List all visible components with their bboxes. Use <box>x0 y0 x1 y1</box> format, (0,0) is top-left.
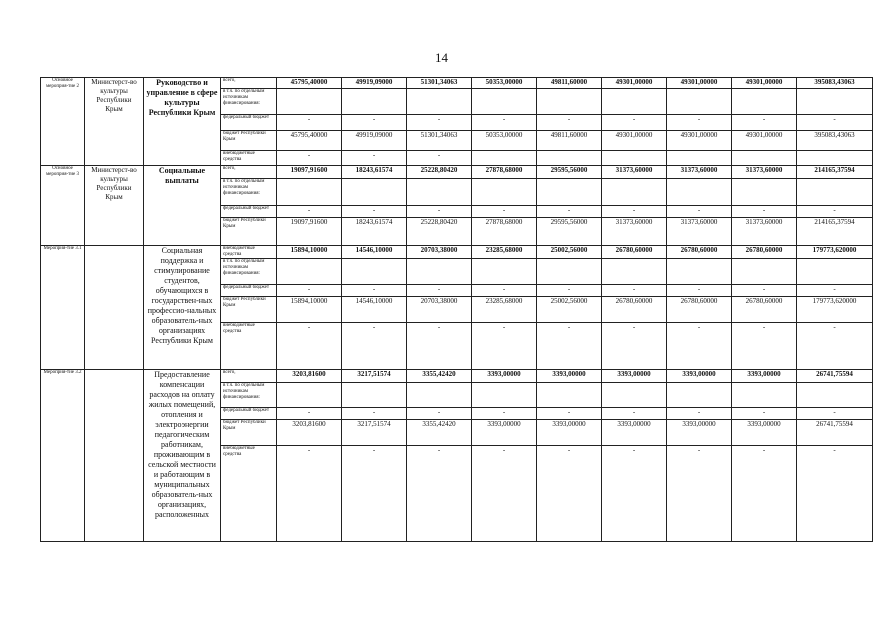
amount-cell <box>407 383 472 408</box>
amount-cell: 26780,60000 <box>667 297 732 323</box>
amount-cell: 3393,00000 <box>667 370 732 383</box>
amount-cell: 51301,34063 <box>407 131 472 151</box>
amount-cell: 179773,620000 <box>797 246 873 259</box>
amount-cell: 49919,09000 <box>342 131 407 151</box>
funding-source: в т.ч. по отдельным источникам финансирования: <box>221 179 277 206</box>
amount-cell <box>797 383 873 408</box>
amount-cell: - <box>537 408 602 420</box>
amount-cell: 18243,61574 <box>342 166 407 179</box>
executor <box>85 370 144 542</box>
amount-cell: - <box>732 285 797 297</box>
amount-cell: - <box>277 323 342 370</box>
amount-cell <box>667 259 732 285</box>
amount-cell: 29595,56000 <box>537 166 602 179</box>
amount-cell: - <box>342 206 407 218</box>
funding-source: в т.ч. по отдельным источникам финансирования: <box>221 259 277 285</box>
amount-cell: - <box>602 206 667 218</box>
amount-cell: 3217,51574 <box>342 420 407 446</box>
amount-cell <box>732 259 797 285</box>
measure-title: Предоставление компенсации расходов на оплату жилых помещений, отопления и электроэнергии педагогическим работникам, проживающим в сельской местности и работающим в муниципальных образователь-ных организациях, расположенных <box>144 370 221 542</box>
amount-cell <box>407 89 472 115</box>
amount-cell: - <box>342 285 407 297</box>
amount-cell: 18243,61574 <box>342 218 407 246</box>
amount-cell: 3203,81600 <box>277 420 342 446</box>
amount-cell <box>667 89 732 115</box>
amount-cell: - <box>732 323 797 370</box>
amount-cell: 27878,68000 <box>472 166 537 179</box>
amount-cell: 51301,34063 <box>407 78 472 89</box>
amount-cell <box>342 383 407 408</box>
amount-cell: - <box>407 151 472 166</box>
amount-cell: 50353,00000 <box>472 131 537 151</box>
amount-cell: 26741,75594 <box>797 370 873 383</box>
amount-cell <box>537 383 602 408</box>
amount-cell <box>667 151 732 166</box>
funding-source: всего, <box>221 370 277 383</box>
amount-cell: - <box>277 408 342 420</box>
amount-cell <box>732 383 797 408</box>
measure-code: Мероприя-тие 3.1 <box>41 246 85 370</box>
amount-cell: - <box>407 285 472 297</box>
amount-cell <box>342 259 407 285</box>
amount-cell: - <box>342 446 407 542</box>
amount-cell: 15894,10000 <box>277 246 342 259</box>
amount-cell: 29595,56000 <box>537 218 602 246</box>
funding-source: бюджет Республики Крым <box>221 131 277 151</box>
amount-cell: 49811,60000 <box>537 131 602 151</box>
amount-cell: 26780,60000 <box>667 246 732 259</box>
amount-cell: - <box>277 151 342 166</box>
amount-cell <box>472 89 537 115</box>
amount-cell <box>277 383 342 408</box>
amount-cell: - <box>277 446 342 542</box>
amount-cell: 15894,10000 <box>277 297 342 323</box>
amount-cell: - <box>342 115 407 131</box>
amount-cell <box>667 179 732 206</box>
measure-title: Руководство и управление в сфере культуры Республики Крым <box>144 78 221 166</box>
amount-cell: 49301,00000 <box>667 131 732 151</box>
amount-cell: - <box>797 446 873 542</box>
funding-source: бюджет Республики Крым <box>221 420 277 446</box>
amount-cell: 19097,91600 <box>277 218 342 246</box>
amount-cell: 31373,60000 <box>602 218 667 246</box>
amount-cell <box>472 179 537 206</box>
amount-cell: - <box>407 408 472 420</box>
amount-cell: - <box>602 446 667 542</box>
amount-cell: 3355,42420 <box>407 420 472 446</box>
budget-table <box>40 77 873 542</box>
amount-cell: - <box>537 323 602 370</box>
table-row <box>41 166 873 179</box>
amount-cell: 49919,09000 <box>342 78 407 89</box>
amount-cell: 214165,37594 <box>797 166 873 179</box>
amount-cell: 3217,51574 <box>342 370 407 383</box>
amount-cell: - <box>472 323 537 370</box>
amount-cell: 3393,00000 <box>472 370 537 383</box>
amount-cell: - <box>667 206 732 218</box>
amount-cell <box>602 383 667 408</box>
amount-cell: - <box>537 115 602 131</box>
amount-cell: - <box>602 323 667 370</box>
amount-cell: 49811,60000 <box>537 78 602 89</box>
amount-cell: 14546,10000 <box>342 246 407 259</box>
amount-cell: - <box>407 115 472 131</box>
amount-cell <box>342 89 407 115</box>
amount-cell: - <box>667 446 732 542</box>
funding-source: в т.ч. по отдельным источникам финансирования: <box>221 89 277 115</box>
amount-cell <box>732 151 797 166</box>
amount-cell: 23285,68000 <box>472 297 537 323</box>
amount-cell <box>732 179 797 206</box>
amount-cell: - <box>342 151 407 166</box>
amount-cell: - <box>537 206 602 218</box>
amount-cell <box>277 179 342 206</box>
funding-source: всего, <box>221 166 277 179</box>
amount-cell: 20703,38000 <box>407 297 472 323</box>
amount-cell: 26780,60000 <box>602 246 667 259</box>
amount-cell: - <box>797 206 873 218</box>
amount-cell <box>472 151 537 166</box>
amount-cell: 49301,00000 <box>732 78 797 89</box>
amount-cell: 49301,00000 <box>667 78 732 89</box>
funding-source: внебюджетные средства <box>221 323 277 370</box>
measure-code: Основное мероприя-тие 2 <box>41 78 85 166</box>
amount-cell: - <box>602 408 667 420</box>
amount-cell: 49301,00000 <box>602 131 667 151</box>
amount-cell <box>602 151 667 166</box>
amount-cell: 3393,00000 <box>732 420 797 446</box>
amount-cell: 25228,80420 <box>407 166 472 179</box>
amount-cell: - <box>277 285 342 297</box>
amount-cell: - <box>797 323 873 370</box>
amount-cell: 3393,00000 <box>667 420 732 446</box>
amount-cell: - <box>472 285 537 297</box>
amount-cell: - <box>537 285 602 297</box>
amount-cell: 31373,60000 <box>732 218 797 246</box>
amount-cell <box>537 151 602 166</box>
amount-cell: - <box>342 323 407 370</box>
amount-cell: - <box>472 446 537 542</box>
amount-cell: 19097,91600 <box>277 166 342 179</box>
amount-cell: 26780,60000 <box>732 297 797 323</box>
amount-cell <box>472 259 537 285</box>
amount-cell <box>342 179 407 206</box>
amount-cell: 25002,56000 <box>537 246 602 259</box>
amount-cell: 45795,40000 <box>277 78 342 89</box>
amount-cell: 27878,68000 <box>472 218 537 246</box>
amount-cell: - <box>797 115 873 131</box>
amount-cell: 25228,80420 <box>407 218 472 246</box>
amount-cell: - <box>667 285 732 297</box>
funding-source: в т.ч. по отдельным источникам финансирования: <box>221 383 277 408</box>
amount-cell: - <box>342 408 407 420</box>
amount-cell: 3393,00000 <box>602 420 667 446</box>
amount-cell: 14546,10000 <box>342 297 407 323</box>
amount-cell <box>277 259 342 285</box>
amount-cell: - <box>732 115 797 131</box>
funding-source: всего, <box>221 78 277 89</box>
measure-title: Социальные выплаты <box>144 166 221 246</box>
table-row <box>41 246 873 259</box>
amount-cell: 3393,00000 <box>472 420 537 446</box>
amount-cell: 25002,56000 <box>537 297 602 323</box>
amount-cell: 23285,68000 <box>472 246 537 259</box>
amount-cell: 31373,60000 <box>732 166 797 179</box>
page-number: 14 <box>435 50 448 65</box>
amount-cell <box>667 383 732 408</box>
amount-cell: 214165,37594 <box>797 218 873 246</box>
amount-cell: 3355,42420 <box>407 370 472 383</box>
amount-cell: - <box>277 115 342 131</box>
amount-cell: - <box>797 408 873 420</box>
amount-cell <box>797 89 873 115</box>
funding-source: бюджет Республики Крым <box>221 218 277 246</box>
amount-cell: 26780,60000 <box>732 246 797 259</box>
table-row <box>41 370 873 383</box>
amount-cell <box>797 151 873 166</box>
amount-cell: - <box>797 285 873 297</box>
amount-cell <box>602 89 667 115</box>
amount-cell <box>602 179 667 206</box>
amount-cell: 395083,43063 <box>797 131 873 151</box>
amount-cell <box>537 89 602 115</box>
amount-cell <box>797 259 873 285</box>
amount-cell: 3393,00000 <box>537 420 602 446</box>
executor <box>85 246 144 370</box>
amount-cell: - <box>407 323 472 370</box>
amount-cell: 3203,81600 <box>277 370 342 383</box>
amount-cell: - <box>472 115 537 131</box>
amount-cell: - <box>407 206 472 218</box>
amount-cell: - <box>667 323 732 370</box>
executor: Министерст-во культуры Республики Крым <box>85 166 144 246</box>
amount-cell: 395083,43063 <box>797 78 873 89</box>
amount-cell <box>407 179 472 206</box>
amount-cell: 20703,38000 <box>407 246 472 259</box>
amount-cell: - <box>472 408 537 420</box>
amount-cell: - <box>407 446 472 542</box>
measure-code: Основное мероприя-тие 3 <box>41 166 85 246</box>
executor: Министерст-во культуры Республики Крым <box>85 78 144 166</box>
amount-cell: 45795,40000 <box>277 131 342 151</box>
amount-cell: 3393,00000 <box>537 370 602 383</box>
amount-cell <box>407 259 472 285</box>
amount-cell: 3393,00000 <box>602 370 667 383</box>
amount-cell: 31373,60000 <box>667 218 732 246</box>
table-row <box>41 78 873 89</box>
amount-cell <box>472 383 537 408</box>
amount-cell: - <box>472 206 537 218</box>
funding-source: федеральный бюджет <box>221 206 277 218</box>
amount-cell: - <box>537 446 602 542</box>
measure-code: Мероприя-тие 3.2 <box>41 370 85 542</box>
amount-cell <box>797 179 873 206</box>
amount-cell: 50353,00000 <box>472 78 537 89</box>
funding-source: внебюджетные средства <box>221 446 277 542</box>
funding-source: федеральный бюджет <box>221 408 277 420</box>
amount-cell: - <box>602 115 667 131</box>
amount-cell <box>602 259 667 285</box>
amount-cell: 3393,00000 <box>732 370 797 383</box>
amount-cell: - <box>732 446 797 542</box>
amount-cell: - <box>667 115 732 131</box>
amount-cell: - <box>667 408 732 420</box>
amount-cell: 179773,620000 <box>797 297 873 323</box>
amount-cell: 49301,00000 <box>602 78 667 89</box>
measure-title: Социальная поддержка и стимулирование студентов, обучающихся в государствен-ных профессио-нальных образователь-ных организациях Республики Крым <box>144 246 221 370</box>
amount-cell: - <box>602 285 667 297</box>
funding-source: внебюджетные средства <box>221 246 277 259</box>
amount-cell: 31373,60000 <box>602 166 667 179</box>
funding-source: федеральный бюджет <box>221 285 277 297</box>
amount-cell: - <box>732 408 797 420</box>
funding-source: бюджет Республики Крым <box>221 297 277 323</box>
amount-cell <box>537 259 602 285</box>
amount-cell <box>732 89 797 115</box>
funding-source: федеральный бюджет <box>221 115 277 131</box>
amount-cell: - <box>277 206 342 218</box>
amount-cell: - <box>732 206 797 218</box>
funding-source: внебюджетные средства <box>221 151 277 166</box>
amount-cell: 31373,60000 <box>667 166 732 179</box>
amount-cell: 26741,75594 <box>797 420 873 446</box>
amount-cell <box>537 179 602 206</box>
amount-cell <box>277 89 342 115</box>
amount-cell: 26780,60000 <box>602 297 667 323</box>
amount-cell: 49301,00000 <box>732 131 797 151</box>
